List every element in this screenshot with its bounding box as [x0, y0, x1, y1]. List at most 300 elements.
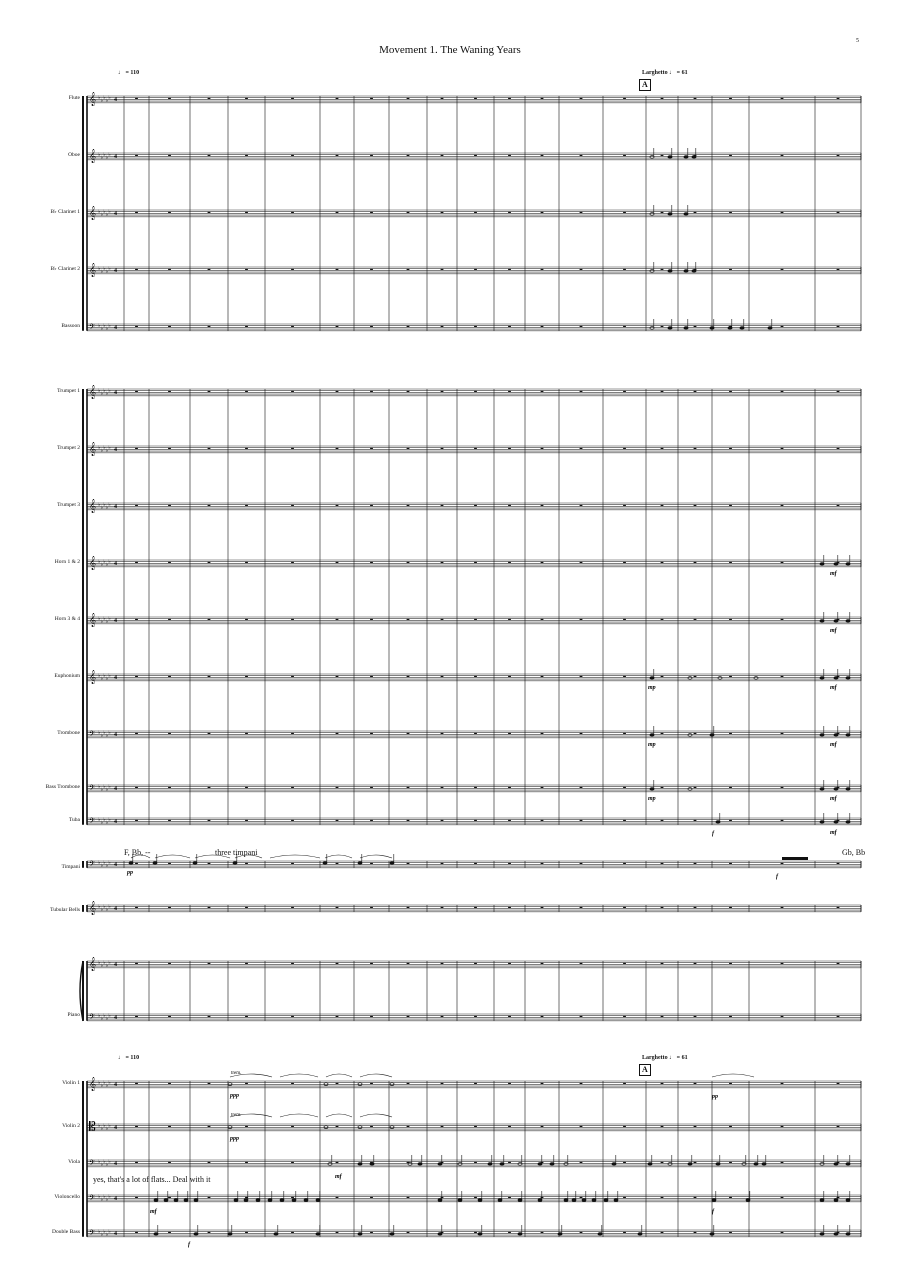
whole-rest [208, 963, 211, 965]
staff [87, 385, 861, 399]
whole-rest [168, 326, 171, 328]
whole-rest [729, 1126, 732, 1128]
whole-rest [623, 1083, 626, 1085]
whole-rest [208, 1162, 211, 1164]
whole-rest [291, 1197, 294, 1199]
whole-rest [580, 820, 583, 822]
whole-rest [135, 907, 138, 909]
whole-rest [441, 505, 444, 507]
flat-icon: ♭ [103, 1159, 106, 1165]
whole-rest [208, 733, 211, 735]
whole-rest [694, 98, 697, 100]
flat-icon: ♭ [103, 1194, 106, 1200]
staff [87, 499, 861, 513]
whole-rest [580, 787, 583, 789]
dynamic-marking: mf [830, 571, 837, 577]
whole-rest [580, 1016, 583, 1018]
note-head [358, 1126, 362, 1129]
whole-rest [336, 269, 339, 271]
whole-rest [245, 212, 248, 214]
whole-rest [781, 562, 784, 564]
whole-rest [208, 562, 211, 564]
whole-rest [837, 98, 840, 100]
whole-rest [541, 963, 544, 965]
staff [87, 784, 861, 795]
whole-rest [208, 787, 211, 789]
whole-rest [541, 269, 544, 271]
flat-icon: ♭ [108, 960, 111, 966]
whole-rest [245, 1083, 248, 1085]
dynamic-marking: mf [830, 742, 837, 748]
flat-icon: ♭ [98, 1080, 101, 1086]
flat-icon: ♭ [105, 391, 109, 397]
dynamic-marking: mp [648, 685, 656, 691]
flat-icon: ♭ [105, 907, 109, 913]
whole-rest [729, 1162, 732, 1164]
note-head [390, 1126, 394, 1129]
whole-rest [694, 1232, 697, 1234]
whole-rest [336, 326, 339, 328]
dynamic-marking: mf [830, 830, 837, 836]
whole-rest [474, 326, 477, 328]
flat-icon: ♭ [105, 98, 109, 104]
tempo-marking-opening: ♩ = 110 [118, 70, 140, 76]
note-head [194, 1199, 198, 1202]
whole-rest [208, 1126, 211, 1128]
whole-rest [441, 1083, 444, 1085]
whole-rest [370, 676, 373, 678]
note-head [280, 1199, 284, 1202]
dynamic-marking: mf [150, 1209, 157, 1215]
flat-icon: ♭ [98, 559, 101, 565]
whole-rest [508, 676, 511, 678]
tremolo-label: trem. [231, 1113, 242, 1118]
whole-rest [135, 505, 138, 507]
whole-rest [541, 212, 544, 214]
flat-icon: ♭ [98, 673, 101, 679]
bass-clef-icon: 𝄢 [89, 784, 95, 795]
whole-rest [541, 863, 544, 865]
flat-icon: ♭ [103, 616, 106, 622]
note-head [518, 1233, 522, 1236]
whole-rest [370, 269, 373, 271]
note-head [834, 1233, 838, 1236]
whole-rest [370, 391, 373, 393]
note-head [572, 1199, 576, 1202]
whole-rest [541, 1016, 544, 1018]
whole-rest [135, 155, 138, 157]
flat-icon: ♭ [105, 562, 109, 568]
whole-rest [245, 787, 248, 789]
flat-icon: ♭ [100, 391, 103, 397]
whole-rest [623, 676, 626, 678]
flat-icon: ♭ [108, 817, 111, 823]
note-head [820, 734, 824, 737]
whole-rest [407, 963, 410, 965]
flat-icon: ♭ [98, 960, 101, 966]
note-head [688, 1163, 692, 1166]
whole-rest [729, 963, 732, 965]
page-title: Movement 1. The Waning Years [379, 44, 521, 56]
whole-rest [541, 619, 544, 621]
whole-rest [168, 155, 171, 157]
whole-rest [694, 787, 697, 789]
flat-icon: ♭ [105, 505, 109, 511]
whole-rest [208, 676, 211, 678]
whole-rest [407, 863, 410, 865]
whole-rest [694, 448, 697, 450]
whole-rest [474, 863, 477, 865]
note-head [716, 821, 720, 824]
tie [325, 855, 352, 858]
whole-rest [541, 1083, 544, 1085]
whole-rest [245, 1232, 248, 1234]
flat-icon: ♭ [100, 1016, 103, 1022]
whole-rest [208, 1197, 211, 1199]
whole-rest [370, 733, 373, 735]
whole-rest [135, 963, 138, 965]
dynamic-marking: f [776, 874, 778, 880]
note-head [234, 1199, 238, 1202]
staff [87, 206, 861, 220]
whole-rest [580, 1083, 583, 1085]
dynamic-marking: mp [648, 742, 656, 748]
dynamic-marking: ppp [230, 1136, 239, 1142]
treble-clef-icon: 𝄞 [89, 148, 97, 163]
whole-rest [580, 326, 583, 328]
flat-icon: ♭ [103, 860, 106, 866]
whole-rest [407, 1232, 410, 1234]
tie [326, 1114, 352, 1117]
flat-icon: ♭ [105, 1016, 109, 1022]
note-head [716, 1163, 720, 1166]
whole-rest [168, 269, 171, 271]
flat-icon: ♭ [105, 963, 109, 969]
flat-icon: ♭ [103, 502, 106, 508]
whole-rest [508, 269, 511, 271]
whole-rest [441, 391, 444, 393]
whole-rest [508, 155, 511, 157]
note-head [558, 1233, 562, 1236]
whole-rest [623, 619, 626, 621]
note-head [846, 788, 850, 791]
whole-rest [291, 820, 294, 822]
whole-rest [694, 1083, 697, 1085]
instrument-label: Flute [68, 95, 80, 101]
whole-rest [781, 212, 784, 214]
whole-rest [245, 269, 248, 271]
dynamic-marking: mf [830, 685, 837, 691]
whole-rest [407, 562, 410, 564]
flat-icon: ♭ [108, 1194, 111, 1200]
time-signature: 4 [114, 561, 117, 567]
whole-rest [474, 1083, 477, 1085]
whole-rest [208, 820, 211, 822]
whole-rest [661, 1197, 664, 1199]
note-head [390, 1233, 394, 1236]
whole-rest [541, 1126, 544, 1128]
timpani-instruction: three timpani [215, 848, 258, 857]
whole-rest [370, 1016, 373, 1018]
note-head [648, 1163, 652, 1166]
whole-rest [135, 1016, 138, 1018]
note-head [846, 620, 850, 623]
whole-rest [441, 863, 444, 865]
whole-rest [441, 1016, 444, 1018]
treble-clef-icon: 𝄞 [89, 900, 97, 915]
whole-rest [508, 963, 511, 965]
instrument-label: Bass Trombone [45, 784, 80, 790]
whole-rest [580, 505, 583, 507]
treble-clef-icon: 𝄞 [89, 384, 97, 399]
flat-icon: ♭ [103, 673, 106, 679]
whole-rest [135, 269, 138, 271]
flat-icon: ♭ [108, 730, 111, 736]
time-signature: 4 [114, 675, 117, 681]
whole-rest [661, 787, 664, 789]
whole-rest [474, 619, 477, 621]
note-head [358, 1233, 362, 1236]
whole-rest [781, 326, 784, 328]
note-head [710, 1233, 714, 1236]
dynamic-marking: pp [127, 870, 133, 876]
note-head [582, 1199, 586, 1202]
whole-rest [474, 963, 477, 965]
whole-rest [661, 212, 664, 214]
flat-icon: ♭ [103, 559, 106, 565]
whole-rest [168, 1126, 171, 1128]
dynamic-marking: f [712, 1209, 714, 1215]
whole-rest [474, 1162, 477, 1164]
flat-icon: ♭ [100, 820, 103, 826]
staff [87, 730, 861, 741]
whole-rest [541, 907, 544, 909]
whole-rest [729, 863, 732, 865]
whole-rest [291, 391, 294, 393]
whole-rest [541, 820, 544, 822]
staff [87, 556, 861, 570]
whole-rest [407, 619, 410, 621]
time-signature: 4 [114, 504, 117, 510]
flat-icon: ♭ [100, 155, 103, 161]
note-head [193, 862, 197, 865]
timpani-retune: Gb, Bb [842, 848, 866, 857]
whole-rest [661, 1126, 664, 1128]
whole-rest [407, 676, 410, 678]
note-head [598, 1233, 602, 1236]
whole-rest [661, 326, 664, 328]
flat-icon: ♭ [103, 209, 106, 215]
whole-rest [474, 1197, 477, 1199]
note-head [834, 563, 838, 566]
whole-rest [623, 391, 626, 393]
tremolo-label: trem. [231, 1071, 242, 1076]
whole-rest [168, 562, 171, 564]
whole-rest [407, 1197, 410, 1199]
whole-rest [474, 787, 477, 789]
whole-rest [694, 1162, 697, 1164]
note-head [820, 620, 824, 623]
instrument-label: Bassoon [61, 323, 80, 329]
treble-clef-icon: 𝄞 [89, 1076, 97, 1091]
whole-rest [661, 907, 664, 909]
flat-icon: ♭ [98, 860, 101, 866]
flat-icon: ♭ [103, 95, 106, 101]
whole-rest [291, 619, 294, 621]
whole-rest [407, 787, 410, 789]
flat-icon: ♭ [98, 152, 101, 158]
note-head [174, 1199, 178, 1202]
whole-rest [135, 733, 138, 735]
whole-rest [781, 676, 784, 678]
whole-rest [135, 676, 138, 678]
note-head [684, 213, 688, 216]
whole-rest [291, 787, 294, 789]
whole-rest [580, 98, 583, 100]
whole-rest [508, 1162, 511, 1164]
whole-rest [370, 619, 373, 621]
whole-rest [729, 1197, 732, 1199]
whole-rest [245, 1016, 248, 1018]
instrument-label: Trumpet 2 [57, 445, 80, 451]
whole-rest [580, 907, 583, 909]
whole-rest [407, 326, 410, 328]
whole-rest [370, 1232, 373, 1234]
flat-icon: ♭ [100, 1126, 103, 1132]
whole-rest [474, 269, 477, 271]
flat-icon: ♭ [108, 1123, 111, 1129]
whole-rest [837, 391, 840, 393]
flat-icon: ♭ [98, 95, 101, 101]
treble-clef-icon: 𝄞 [89, 669, 97, 684]
flat-icon: ♭ [108, 209, 111, 215]
flat-icon: ♭ [108, 1013, 111, 1019]
flat-icon: ♭ [103, 1013, 106, 1019]
whole-rest [291, 1126, 294, 1128]
whole-rest [837, 269, 840, 271]
bass-clef-icon: 𝄢 [89, 730, 95, 741]
whole-rest [245, 907, 248, 909]
whole-rest [441, 820, 444, 822]
whole-rest [580, 863, 583, 865]
note-head [390, 1083, 394, 1086]
whole-rest [694, 619, 697, 621]
whole-rest [781, 1162, 784, 1164]
flat-icon: ♭ [100, 212, 103, 218]
whole-rest [208, 326, 211, 328]
whole-rest [135, 98, 138, 100]
whole-rest [336, 212, 339, 214]
note-head [846, 677, 850, 680]
whole-rest [508, 391, 511, 393]
flat-icon: ♭ [108, 673, 111, 679]
bass-clef-icon: 𝄢 [89, 1159, 95, 1170]
whole-rest [694, 391, 697, 393]
flat-icon: ♭ [108, 559, 111, 565]
whole-rest [474, 1016, 477, 1018]
staff [87, 817, 861, 828]
note-head [710, 327, 714, 330]
flat-icon: ♭ [103, 266, 106, 272]
note-head [228, 1126, 232, 1129]
flat-icon: ♭ [105, 1126, 109, 1132]
whole-rest [168, 863, 171, 865]
whole-rest [291, 1162, 294, 1164]
note-head [650, 788, 654, 791]
flat-icon: ♭ [105, 326, 109, 332]
treble-clef-icon: 𝄞 [89, 612, 97, 627]
whole-rest [694, 212, 697, 214]
note-head [762, 1163, 766, 1166]
note-head [129, 862, 133, 865]
flat-icon: ♭ [98, 784, 101, 790]
whole-rest [837, 963, 840, 965]
whole-rest [580, 269, 583, 271]
flat-icon: ♭ [108, 266, 111, 272]
note-head [184, 1199, 188, 1202]
note-head [612, 1163, 616, 1166]
whole-rest [407, 448, 410, 450]
whole-rest [474, 98, 477, 100]
whole-rest [291, 269, 294, 271]
instrument-label: Viola [68, 1159, 80, 1165]
whole-rest [580, 733, 583, 735]
instrument-label: Violin 2 [62, 1123, 80, 1129]
instrument-label: B♭ Clarinet 1 [50, 209, 80, 215]
whole-rest [135, 326, 138, 328]
whole-rest [291, 1232, 294, 1234]
time-signature: 4 [114, 1125, 117, 1131]
whole-rest [441, 269, 444, 271]
flat-icon: ♭ [98, 1229, 101, 1235]
note-head [834, 821, 838, 824]
whole-rest [370, 1197, 373, 1199]
whole-rest [370, 863, 373, 865]
flat-icon: ♭ [103, 730, 106, 736]
whole-rest [694, 1126, 697, 1128]
whole-rest [694, 505, 697, 507]
whole-rest [407, 505, 410, 507]
whole-rest [168, 1016, 171, 1018]
instrument-label: Violin 1 [62, 1080, 80, 1086]
whole-rest [781, 1016, 784, 1018]
whole-rest [245, 505, 248, 507]
whole-rest [729, 733, 732, 735]
note-head [316, 1199, 320, 1202]
instrument-label: Timpani [61, 864, 80, 870]
flat-icon: ♭ [105, 1197, 109, 1203]
whole-rest [580, 676, 583, 678]
whole-rest [781, 505, 784, 507]
note-head [324, 1083, 328, 1086]
whole-rest [168, 963, 171, 965]
time-signature: 4 [114, 325, 117, 331]
flat-icon: ♭ [98, 1194, 101, 1200]
whole-rest [508, 562, 511, 564]
whole-rest [208, 505, 211, 507]
staff [87, 92, 861, 106]
whole-rest [781, 963, 784, 965]
treble-clef-icon: 𝄞 [89, 262, 97, 277]
note-head [768, 327, 772, 330]
whole-rest [781, 733, 784, 735]
rehearsal-mark-a: A [639, 79, 651, 91]
whole-rest [781, 1083, 784, 1085]
flat-icon: ♭ [100, 1197, 103, 1203]
whole-rest [508, 98, 511, 100]
whole-rest [291, 212, 294, 214]
whole-rest [245, 155, 248, 157]
